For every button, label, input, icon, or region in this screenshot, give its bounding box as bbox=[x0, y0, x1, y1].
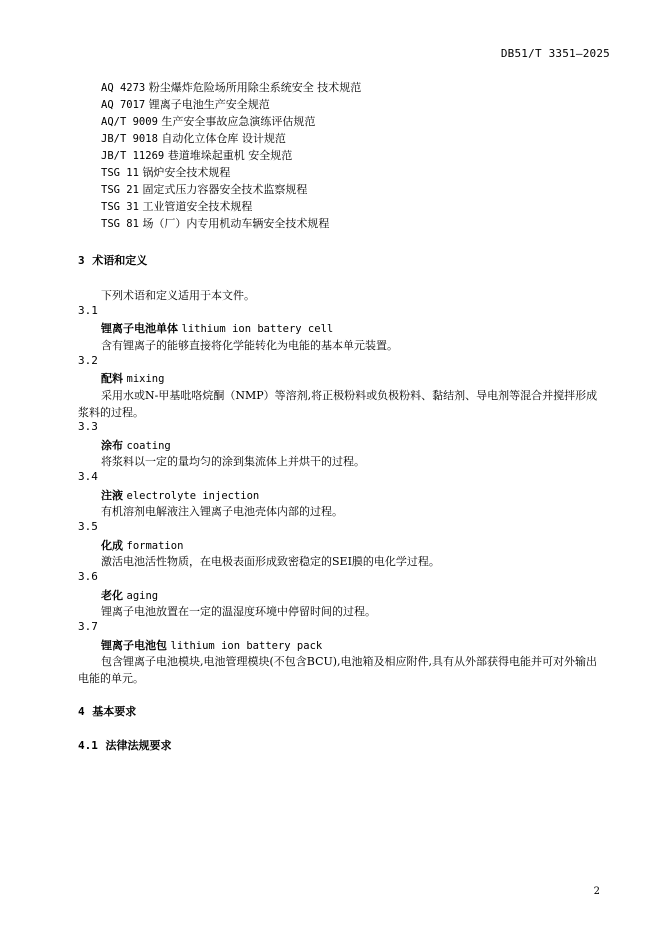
term-heading bbox=[101, 587, 158, 603]
section-number: 4 bbox=[78, 705, 85, 718]
reference-title: 锅炉安全技术规程 bbox=[142, 166, 231, 179]
term-zh: 注液 bbox=[101, 489, 123, 502]
term-definition: 有机溶剂电解液注入锂离子电池壳体内部的过程。 bbox=[101, 505, 343, 518]
term-definition: 激活电池活性物质，在电极表面形成致密稳定的SEI膜的电化学过程。 bbox=[101, 555, 440, 568]
reference-code: JB/T 9018 bbox=[101, 133, 158, 145]
term-heading bbox=[101, 637, 322, 653]
term-number: 3.3 bbox=[78, 420, 98, 433]
reference-title: 固定式压力容器安全技术监察规程 bbox=[142, 183, 308, 196]
term-en: lithium ion battery pack bbox=[170, 640, 323, 652]
reference-title: 粉尘爆炸危险场所用除尘系统安全 技术规范 bbox=[148, 81, 362, 94]
term-heading bbox=[101, 370, 164, 386]
term-en: coating bbox=[126, 440, 171, 452]
term-number: 3.6 bbox=[78, 570, 98, 583]
section-heading bbox=[78, 703, 136, 719]
term-number: 3.5 bbox=[78, 520, 98, 533]
term-definition: 将浆料以一定的量均匀的涂到集流体上并烘干的过程。 bbox=[101, 455, 365, 468]
document-code: DB51/T 3351—2025 bbox=[500, 47, 610, 60]
reference-item bbox=[101, 181, 361, 198]
reference-code: TSG 11 bbox=[101, 167, 139, 179]
page-number: 2 bbox=[593, 886, 600, 897]
reference-list bbox=[101, 79, 361, 232]
section-heading bbox=[78, 252, 147, 268]
term-zh: 涂布 bbox=[101, 439, 123, 452]
reference-code: TSG 81 bbox=[101, 218, 139, 230]
term-en: lithium ion battery cell bbox=[181, 323, 334, 335]
reference-title: 场（厂）内专用机动车辆安全技术规程 bbox=[142, 217, 330, 230]
term-zh: 老化 bbox=[101, 589, 123, 602]
term-en: aging bbox=[126, 590, 159, 602]
term-definition: 含有锂离子的能够直接将化学能转化为电能的基本单元装置。 bbox=[101, 339, 398, 352]
reference-title: 锂离子电池生产安全规范 bbox=[148, 98, 270, 111]
reference-item bbox=[101, 96, 361, 113]
term-number: 3.1 bbox=[78, 304, 98, 317]
reference-item bbox=[101, 79, 361, 96]
term-zh: 锂离子电池单体 bbox=[101, 322, 178, 335]
reference-code: AQ 7017 bbox=[101, 99, 146, 111]
term-zh: 锂离子电池包 bbox=[101, 639, 167, 652]
term-number: 3.2 bbox=[78, 354, 98, 367]
reference-item bbox=[101, 130, 361, 147]
subsection-heading bbox=[78, 737, 172, 753]
section-title: 基本要求 bbox=[92, 705, 137, 718]
term-zh: 化成 bbox=[101, 539, 123, 552]
reference-title: 自动化立体仓库 设计规范 bbox=[161, 132, 286, 145]
reference-title: 生产安全事故应急演练评估规范 bbox=[161, 115, 316, 128]
reference-code: TSG 31 bbox=[101, 201, 139, 213]
term-heading bbox=[101, 320, 333, 336]
term-heading bbox=[101, 537, 183, 553]
subsection-title: 法律法规要求 bbox=[105, 739, 172, 752]
section-number: 3 bbox=[78, 254, 85, 267]
term-heading bbox=[101, 487, 259, 503]
section-title: 术语和定义 bbox=[92, 254, 148, 267]
reference-title: 巷道堆垛起重机 安全规范 bbox=[167, 149, 293, 162]
term-en: electrolyte injection bbox=[126, 490, 260, 502]
subsection-number: 4.1 bbox=[78, 739, 98, 752]
term-heading bbox=[101, 437, 171, 453]
reference-title: 工业管道安全技术规程 bbox=[142, 200, 253, 213]
term-en: formation bbox=[126, 540, 184, 552]
term-definition: 采用水或N-甲基吡咯烷酮（NMP）等溶剂,将正极粉料或负极粉料、黏结剂、导电剂等混合并搅拌形成浆料的过程。 bbox=[78, 389, 598, 419]
reference-code: AQ/T 9009 bbox=[101, 116, 158, 128]
reference-item bbox=[101, 164, 361, 181]
term-definition: 锂离子电池放置在一定的温湿度环境中停留时间的过程。 bbox=[101, 605, 376, 618]
term-definition: 包含锂离子电池模块,电池管理模块(不包含BCU),电池箱及相应附件,具有从外部获得电能并可对外输出电能的单元。 bbox=[78, 655, 598, 685]
reference-item bbox=[101, 215, 361, 232]
reference-code: AQ 4273 bbox=[101, 82, 146, 94]
section-intro: 下列术语和定义适用于本文件。 bbox=[101, 289, 255, 302]
reference-item bbox=[101, 198, 361, 215]
reference-code: JB/T 11269 bbox=[101, 150, 165, 162]
reference-item bbox=[101, 113, 361, 130]
reference-code: TSG 21 bbox=[101, 184, 139, 196]
term-en: mixing bbox=[126, 373, 165, 385]
term-number: 3.4 bbox=[78, 470, 98, 483]
reference-item bbox=[101, 147, 361, 164]
term-zh: 配料 bbox=[101, 372, 123, 385]
term-number: 3.7 bbox=[78, 620, 98, 633]
